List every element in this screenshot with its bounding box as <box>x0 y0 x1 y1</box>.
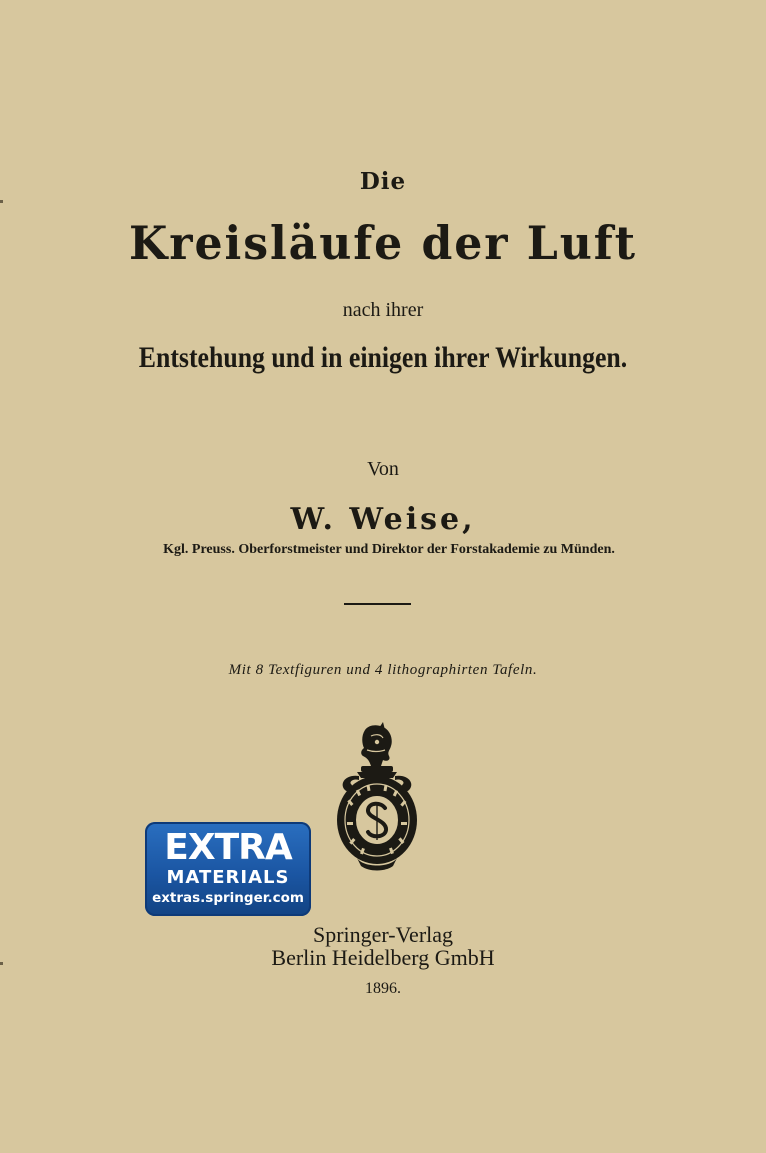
divider-rule <box>344 603 411 605</box>
book-subtitle: Entstehung und in einigen ihrer Wirkungen. <box>138 341 628 374</box>
publisher-name: Springer-Verlag <box>312 922 454 947</box>
publisher-location: Berlin Heidelberg GmbH <box>271 945 495 970</box>
author-affiliation: Kgl. Preuss. Oberforstmeister und Direktor der Forstakademie zu Münden. <box>163 542 615 557</box>
edge-mark <box>0 200 3 203</box>
figures-note: Mit 8 Textfiguren und 4 lithographirten Tafeln. <box>228 662 538 678</box>
badge-url: extras.springer.com <box>152 890 304 906</box>
book-title: Kreisläufe der Luft <box>129 216 637 270</box>
springer-knight-emblem-icon <box>327 722 427 872</box>
badge-line-extra: EXTRA <box>164 827 292 868</box>
author-name: W. Weise, <box>290 502 476 537</box>
title-die: Die <box>359 168 407 195</box>
publication-year: 1896. <box>365 980 401 997</box>
title-connector: nach ihrer <box>342 299 424 321</box>
extra-materials-badge[interactable] <box>145 822 311 916</box>
badge-line-materials: MATERIALS <box>166 867 290 888</box>
by-label: Von <box>367 458 399 480</box>
